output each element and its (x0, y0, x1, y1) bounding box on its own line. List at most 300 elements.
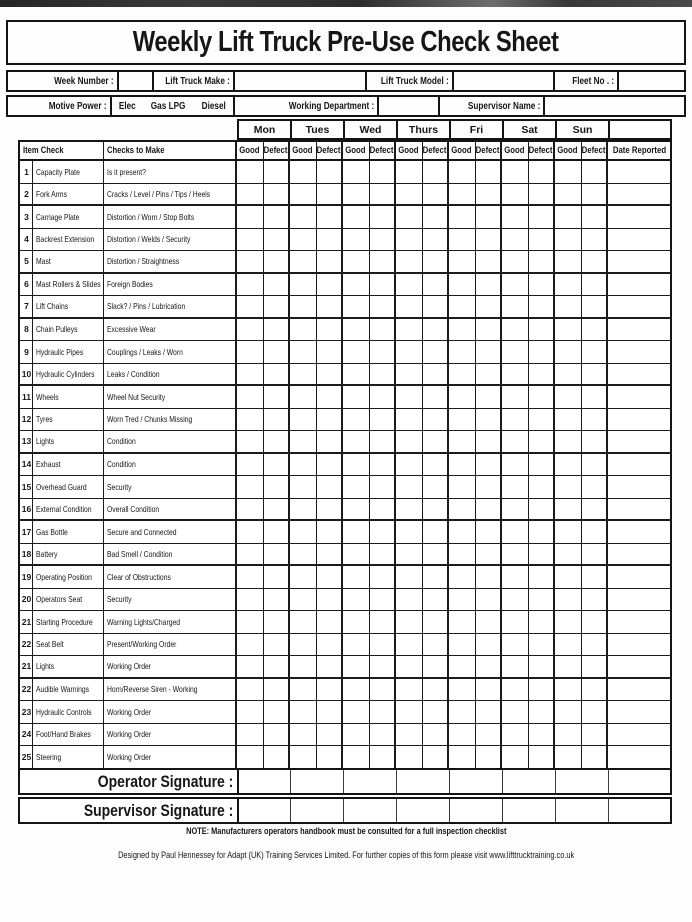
good-cell-thurs[interactable] (396, 319, 423, 342)
defect-cell-fri[interactable] (476, 679, 503, 702)
defect-cell-tues[interactable] (317, 746, 344, 769)
good-cell-fri[interactable] (449, 251, 476, 274)
good-cell-sat[interactable] (502, 184, 529, 207)
defect-cell-sun[interactable] (582, 319, 609, 342)
defect-cell-fri[interactable] (476, 319, 503, 342)
motive-power-option-diesel[interactable]: Diesel (201, 100, 226, 112)
defect-cell-wed[interactable] (370, 611, 397, 634)
defect-cell-tues[interactable] (317, 679, 344, 702)
good-cell-sat[interactable] (502, 409, 529, 432)
defect-cell-thurs[interactable] (423, 566, 450, 589)
defect-cell-wed[interactable] (370, 319, 397, 342)
defect-cell-mon[interactable] (264, 679, 291, 702)
defect-cell-thurs[interactable] (423, 701, 450, 724)
defect-cell-tues[interactable] (317, 251, 344, 274)
defect-cell-mon[interactable] (264, 656, 291, 679)
good-cell-sun[interactable] (555, 431, 582, 454)
good-cell-thurs[interactable] (396, 634, 423, 657)
defect-cell-thurs[interactable] (423, 206, 450, 229)
good-cell-tues[interactable] (290, 454, 317, 477)
defect-cell-thurs[interactable] (423, 679, 450, 702)
good-cell-sun[interactable] (555, 656, 582, 679)
defect-cell-tues[interactable] (317, 161, 344, 184)
date-reported-cell[interactable] (608, 364, 670, 387)
defect-cell-thurs[interactable] (423, 184, 450, 207)
good-cell-wed[interactable] (343, 229, 370, 252)
signature-cell-tues[interactable] (290, 799, 343, 822)
date-reported-cell[interactable] (608, 566, 670, 589)
date-reported-cell[interactable] (608, 184, 670, 207)
fleet-no-field[interactable] (619, 72, 684, 90)
defect-cell-thurs[interactable] (423, 274, 450, 297)
good-cell-thurs[interactable] (396, 701, 423, 724)
good-cell-wed[interactable] (343, 679, 370, 702)
date-reported-cell[interactable] (608, 206, 670, 229)
good-cell-tues[interactable] (290, 206, 317, 229)
defect-cell-sat[interactable] (529, 386, 556, 409)
defect-cell-sun[interactable] (582, 746, 609, 769)
signature-cell-wed[interactable] (343, 799, 396, 822)
defect-cell-mon[interactable] (264, 206, 291, 229)
good-cell-mon[interactable] (237, 319, 264, 342)
defect-cell-tues[interactable] (317, 701, 344, 724)
defect-cell-mon[interactable] (264, 499, 291, 522)
good-cell-sat[interactable] (502, 724, 529, 747)
defect-cell-sat[interactable] (529, 589, 556, 612)
defect-cell-sun[interactable] (582, 431, 609, 454)
good-cell-thurs[interactable] (396, 724, 423, 747)
date-reported-cell[interactable] (608, 341, 670, 364)
defect-cell-sat[interactable] (529, 724, 556, 747)
signature-cell-sat[interactable] (502, 799, 555, 822)
defect-cell-tues[interactable] (317, 634, 344, 657)
good-cell-wed[interactable] (343, 521, 370, 544)
defect-cell-tues[interactable] (317, 611, 344, 634)
defect-cell-mon[interactable] (264, 229, 291, 252)
good-cell-mon[interactable] (237, 386, 264, 409)
date-reported-cell[interactable] (608, 544, 670, 567)
good-cell-thurs[interactable] (396, 364, 423, 387)
defect-cell-tues[interactable] (317, 409, 344, 432)
good-cell-sun[interactable] (555, 544, 582, 567)
good-cell-wed[interactable] (343, 161, 370, 184)
good-cell-tues[interactable] (290, 161, 317, 184)
good-cell-mon[interactable] (237, 566, 264, 589)
good-cell-wed[interactable] (343, 499, 370, 522)
good-cell-sat[interactable] (502, 206, 529, 229)
defect-cell-tues[interactable] (317, 566, 344, 589)
good-cell-fri[interactable] (449, 521, 476, 544)
defect-cell-fri[interactable] (476, 544, 503, 567)
defect-cell-wed[interactable] (370, 454, 397, 477)
defect-cell-sat[interactable] (529, 251, 556, 274)
defect-cell-thurs[interactable] (423, 544, 450, 567)
defect-cell-fri[interactable] (476, 409, 503, 432)
defect-cell-fri[interactable] (476, 566, 503, 589)
defect-cell-wed[interactable] (370, 161, 397, 184)
defect-cell-sat[interactable] (529, 476, 556, 499)
defect-cell-sun[interactable] (582, 206, 609, 229)
good-cell-tues[interactable] (290, 184, 317, 207)
defect-cell-sun[interactable] (582, 229, 609, 252)
good-cell-thurs[interactable] (396, 566, 423, 589)
defect-cell-sun[interactable] (582, 296, 609, 319)
defect-cell-wed[interactable] (370, 656, 397, 679)
good-cell-sun[interactable] (555, 251, 582, 274)
good-cell-wed[interactable] (343, 184, 370, 207)
date-reported-cell[interactable] (608, 611, 670, 634)
defect-cell-sun[interactable] (582, 184, 609, 207)
good-cell-mon[interactable] (237, 251, 264, 274)
defect-cell-fri[interactable] (476, 341, 503, 364)
good-cell-mon[interactable] (237, 161, 264, 184)
good-cell-tues[interactable] (290, 386, 317, 409)
defect-cell-thurs[interactable] (423, 589, 450, 612)
defect-cell-tues[interactable] (317, 319, 344, 342)
date-reported-cell[interactable] (608, 161, 670, 184)
defect-cell-mon[interactable] (264, 701, 291, 724)
good-cell-mon[interactable] (237, 229, 264, 252)
defect-cell-mon[interactable] (264, 634, 291, 657)
good-cell-tues[interactable] (290, 611, 317, 634)
good-cell-wed[interactable] (343, 701, 370, 724)
defect-cell-wed[interactable] (370, 746, 397, 769)
defect-cell-sun[interactable] (582, 274, 609, 297)
good-cell-mon[interactable] (237, 746, 264, 769)
defect-cell-sun[interactable] (582, 409, 609, 432)
defect-cell-tues[interactable] (317, 206, 344, 229)
good-cell-fri[interactable] (449, 611, 476, 634)
motive-power-option-elec[interactable]: Elec (118, 100, 136, 112)
good-cell-thurs[interactable] (396, 499, 423, 522)
good-cell-tues[interactable] (290, 746, 317, 769)
good-cell-thurs[interactable] (396, 679, 423, 702)
good-cell-mon[interactable] (237, 679, 264, 702)
defect-cell-thurs[interactable] (423, 431, 450, 454)
defect-cell-tues[interactable] (317, 364, 344, 387)
good-cell-wed[interactable] (343, 431, 370, 454)
good-cell-fri[interactable] (449, 499, 476, 522)
defect-cell-sat[interactable] (529, 229, 556, 252)
date-reported-cell[interactable] (608, 634, 670, 657)
defect-cell-thurs[interactable] (423, 386, 450, 409)
good-cell-tues[interactable] (290, 274, 317, 297)
defect-cell-mon[interactable] (264, 521, 291, 544)
good-cell-sat[interactable] (502, 161, 529, 184)
good-cell-mon[interactable] (237, 544, 264, 567)
good-cell-tues[interactable] (290, 566, 317, 589)
defect-cell-thurs[interactable] (423, 319, 450, 342)
good-cell-tues[interactable] (290, 476, 317, 499)
good-cell-mon[interactable] (237, 701, 264, 724)
defect-cell-fri[interactable] (476, 656, 503, 679)
defect-cell-fri[interactable] (476, 724, 503, 747)
good-cell-wed[interactable] (343, 409, 370, 432)
defect-cell-sat[interactable] (529, 431, 556, 454)
defect-cell-sun[interactable] (582, 476, 609, 499)
good-cell-mon[interactable] (237, 274, 264, 297)
good-cell-fri[interactable] (449, 679, 476, 702)
date-reported-cell[interactable] (608, 229, 670, 252)
good-cell-mon[interactable] (237, 724, 264, 747)
defect-cell-thurs[interactable] (423, 341, 450, 364)
good-cell-wed[interactable] (343, 656, 370, 679)
good-cell-fri[interactable] (449, 364, 476, 387)
defect-cell-fri[interactable] (476, 701, 503, 724)
good-cell-sun[interactable] (555, 206, 582, 229)
good-cell-sun[interactable] (555, 184, 582, 207)
defect-cell-thurs[interactable] (423, 454, 450, 477)
date-reported-cell[interactable] (608, 409, 670, 432)
defect-cell-mon[interactable] (264, 746, 291, 769)
good-cell-sun[interactable] (555, 724, 582, 747)
defect-cell-sun[interactable] (582, 454, 609, 477)
signature-cell-date[interactable] (608, 799, 668, 822)
signature-cell-mon[interactable] (237, 799, 290, 822)
date-reported-cell[interactable] (608, 724, 670, 747)
defect-cell-sat[interactable] (529, 409, 556, 432)
defect-cell-tues[interactable] (317, 589, 344, 612)
good-cell-sat[interactable] (502, 454, 529, 477)
good-cell-sun[interactable] (555, 161, 582, 184)
defect-cell-mon[interactable] (264, 319, 291, 342)
good-cell-mon[interactable] (237, 499, 264, 522)
good-cell-sun[interactable] (555, 746, 582, 769)
good-cell-thurs[interactable] (396, 611, 423, 634)
good-cell-thurs[interactable] (396, 746, 423, 769)
good-cell-mon[interactable] (237, 296, 264, 319)
good-cell-mon[interactable] (237, 611, 264, 634)
good-cell-wed[interactable] (343, 386, 370, 409)
good-cell-sun[interactable] (555, 679, 582, 702)
defect-cell-tues[interactable] (317, 656, 344, 679)
date-reported-cell[interactable] (608, 386, 670, 409)
good-cell-tues[interactable] (290, 679, 317, 702)
defect-cell-mon[interactable] (264, 274, 291, 297)
defect-cell-wed[interactable] (370, 499, 397, 522)
signature-cell-sun[interactable] (555, 770, 608, 793)
defect-cell-thurs[interactable] (423, 521, 450, 544)
good-cell-wed[interactable] (343, 274, 370, 297)
defect-cell-wed[interactable] (370, 341, 397, 364)
good-cell-tues[interactable] (290, 521, 317, 544)
defect-cell-tues[interactable] (317, 274, 344, 297)
good-cell-sat[interactable] (502, 251, 529, 274)
good-cell-fri[interactable] (449, 746, 476, 769)
date-reported-cell[interactable] (608, 274, 670, 297)
motive-power-option-gas-lpg[interactable]: Gas LPG (150, 100, 186, 112)
good-cell-sat[interactable] (502, 274, 529, 297)
good-cell-fri[interactable] (449, 229, 476, 252)
defect-cell-sat[interactable] (529, 206, 556, 229)
defect-cell-mon[interactable] (264, 161, 291, 184)
defect-cell-tues[interactable] (317, 521, 344, 544)
defect-cell-wed[interactable] (370, 724, 397, 747)
defect-cell-sun[interactable] (582, 634, 609, 657)
defect-cell-fri[interactable] (476, 161, 503, 184)
good-cell-sat[interactable] (502, 476, 529, 499)
good-cell-thurs[interactable] (396, 184, 423, 207)
signature-cell-sun[interactable] (555, 799, 608, 822)
good-cell-tues[interactable] (290, 724, 317, 747)
good-cell-wed[interactable] (343, 544, 370, 567)
good-cell-wed[interactable] (343, 746, 370, 769)
date-reported-cell[interactable] (608, 746, 670, 769)
defect-cell-thurs[interactable] (423, 746, 450, 769)
good-cell-thurs[interactable] (396, 431, 423, 454)
good-cell-sun[interactable] (555, 364, 582, 387)
good-cell-thurs[interactable] (396, 409, 423, 432)
defect-cell-mon[interactable] (264, 476, 291, 499)
good-cell-sat[interactable] (502, 701, 529, 724)
defect-cell-wed[interactable] (370, 566, 397, 589)
good-cell-wed[interactable] (343, 566, 370, 589)
good-cell-tues[interactable] (290, 409, 317, 432)
good-cell-sat[interactable] (502, 319, 529, 342)
good-cell-wed[interactable] (343, 589, 370, 612)
good-cell-fri[interactable] (449, 724, 476, 747)
defect-cell-thurs[interactable] (423, 634, 450, 657)
good-cell-sun[interactable] (555, 341, 582, 364)
defect-cell-thurs[interactable] (423, 251, 450, 274)
good-cell-fri[interactable] (449, 634, 476, 657)
good-cell-thurs[interactable] (396, 206, 423, 229)
good-cell-thurs[interactable] (396, 251, 423, 274)
good-cell-sun[interactable] (555, 296, 582, 319)
good-cell-wed[interactable] (343, 206, 370, 229)
date-reported-cell[interactable] (608, 296, 670, 319)
good-cell-sun[interactable] (555, 229, 582, 252)
good-cell-mon[interactable] (237, 364, 264, 387)
signature-cell-thurs[interactable] (396, 770, 449, 793)
good-cell-tues[interactable] (290, 341, 317, 364)
defect-cell-wed[interactable] (370, 701, 397, 724)
defect-cell-sat[interactable] (529, 364, 556, 387)
defect-cell-fri[interactable] (476, 634, 503, 657)
good-cell-fri[interactable] (449, 206, 476, 229)
defect-cell-thurs[interactable] (423, 476, 450, 499)
good-cell-thurs[interactable] (396, 161, 423, 184)
defect-cell-wed[interactable] (370, 364, 397, 387)
good-cell-tues[interactable] (290, 701, 317, 724)
good-cell-wed[interactable] (343, 634, 370, 657)
date-reported-cell[interactable] (608, 589, 670, 612)
good-cell-sat[interactable] (502, 611, 529, 634)
good-cell-thurs[interactable] (396, 589, 423, 612)
good-cell-sat[interactable] (502, 364, 529, 387)
good-cell-fri[interactable] (449, 589, 476, 612)
defect-cell-wed[interactable] (370, 251, 397, 274)
good-cell-tues[interactable] (290, 499, 317, 522)
good-cell-wed[interactable] (343, 724, 370, 747)
defect-cell-sun[interactable] (582, 679, 609, 702)
defect-cell-wed[interactable] (370, 184, 397, 207)
good-cell-sat[interactable] (502, 746, 529, 769)
good-cell-wed[interactable] (343, 364, 370, 387)
defect-cell-mon[interactable] (264, 566, 291, 589)
good-cell-mon[interactable] (237, 206, 264, 229)
defect-cell-fri[interactable] (476, 386, 503, 409)
defect-cell-tues[interactable] (317, 431, 344, 454)
good-cell-sat[interactable] (502, 431, 529, 454)
good-cell-fri[interactable] (449, 341, 476, 364)
defect-cell-sat[interactable] (529, 499, 556, 522)
lift-truck-model-field[interactable] (454, 72, 555, 90)
good-cell-sat[interactable] (502, 521, 529, 544)
good-cell-sat[interactable] (502, 296, 529, 319)
defect-cell-mon[interactable] (264, 409, 291, 432)
defect-cell-tues[interactable] (317, 341, 344, 364)
good-cell-mon[interactable] (237, 521, 264, 544)
defect-cell-thurs[interactable] (423, 161, 450, 184)
date-reported-cell[interactable] (608, 679, 670, 702)
defect-cell-sat[interactable] (529, 184, 556, 207)
good-cell-sun[interactable] (555, 701, 582, 724)
defect-cell-sun[interactable] (582, 724, 609, 747)
defect-cell-tues[interactable] (317, 454, 344, 477)
defect-cell-sun[interactable] (582, 251, 609, 274)
defect-cell-wed[interactable] (370, 476, 397, 499)
good-cell-mon[interactable] (237, 409, 264, 432)
defect-cell-fri[interactable] (476, 454, 503, 477)
signature-cell-mon[interactable] (237, 770, 290, 793)
good-cell-thurs[interactable] (396, 521, 423, 544)
defect-cell-mon[interactable] (264, 386, 291, 409)
good-cell-sat[interactable] (502, 386, 529, 409)
good-cell-fri[interactable] (449, 476, 476, 499)
defect-cell-mon[interactable] (264, 296, 291, 319)
defect-cell-thurs[interactable] (423, 499, 450, 522)
defect-cell-sat[interactable] (529, 701, 556, 724)
defect-cell-sat[interactable] (529, 341, 556, 364)
date-reported-cell[interactable] (608, 499, 670, 522)
good-cell-fri[interactable] (449, 701, 476, 724)
good-cell-tues[interactable] (290, 251, 317, 274)
defect-cell-sat[interactable] (529, 746, 556, 769)
defect-cell-sat[interactable] (529, 296, 556, 319)
good-cell-thurs[interactable] (396, 296, 423, 319)
good-cell-thurs[interactable] (396, 341, 423, 364)
defect-cell-sun[interactable] (582, 566, 609, 589)
week-number-field[interactable] (119, 72, 154, 90)
defect-cell-thurs[interactable] (423, 409, 450, 432)
working-department-field[interactable] (379, 97, 440, 115)
defect-cell-sun[interactable] (582, 386, 609, 409)
signature-cell-fri[interactable] (449, 799, 502, 822)
defect-cell-mon[interactable] (264, 544, 291, 567)
defect-cell-tues[interactable] (317, 386, 344, 409)
defect-cell-fri[interactable] (476, 746, 503, 769)
good-cell-thurs[interactable] (396, 454, 423, 477)
defect-cell-wed[interactable] (370, 229, 397, 252)
defect-cell-sun[interactable] (582, 544, 609, 567)
defect-cell-fri[interactable] (476, 274, 503, 297)
good-cell-sat[interactable] (502, 656, 529, 679)
defect-cell-fri[interactable] (476, 499, 503, 522)
good-cell-sat[interactable] (502, 634, 529, 657)
good-cell-wed[interactable] (343, 296, 370, 319)
good-cell-thurs[interactable] (396, 229, 423, 252)
defect-cell-tues[interactable] (317, 184, 344, 207)
defect-cell-sat[interactable] (529, 566, 556, 589)
good-cell-mon[interactable] (237, 431, 264, 454)
good-cell-fri[interactable] (449, 544, 476, 567)
defect-cell-sat[interactable] (529, 544, 556, 567)
defect-cell-mon[interactable] (264, 184, 291, 207)
good-cell-fri[interactable] (449, 656, 476, 679)
good-cell-thurs[interactable] (396, 274, 423, 297)
defect-cell-thurs[interactable] (423, 229, 450, 252)
